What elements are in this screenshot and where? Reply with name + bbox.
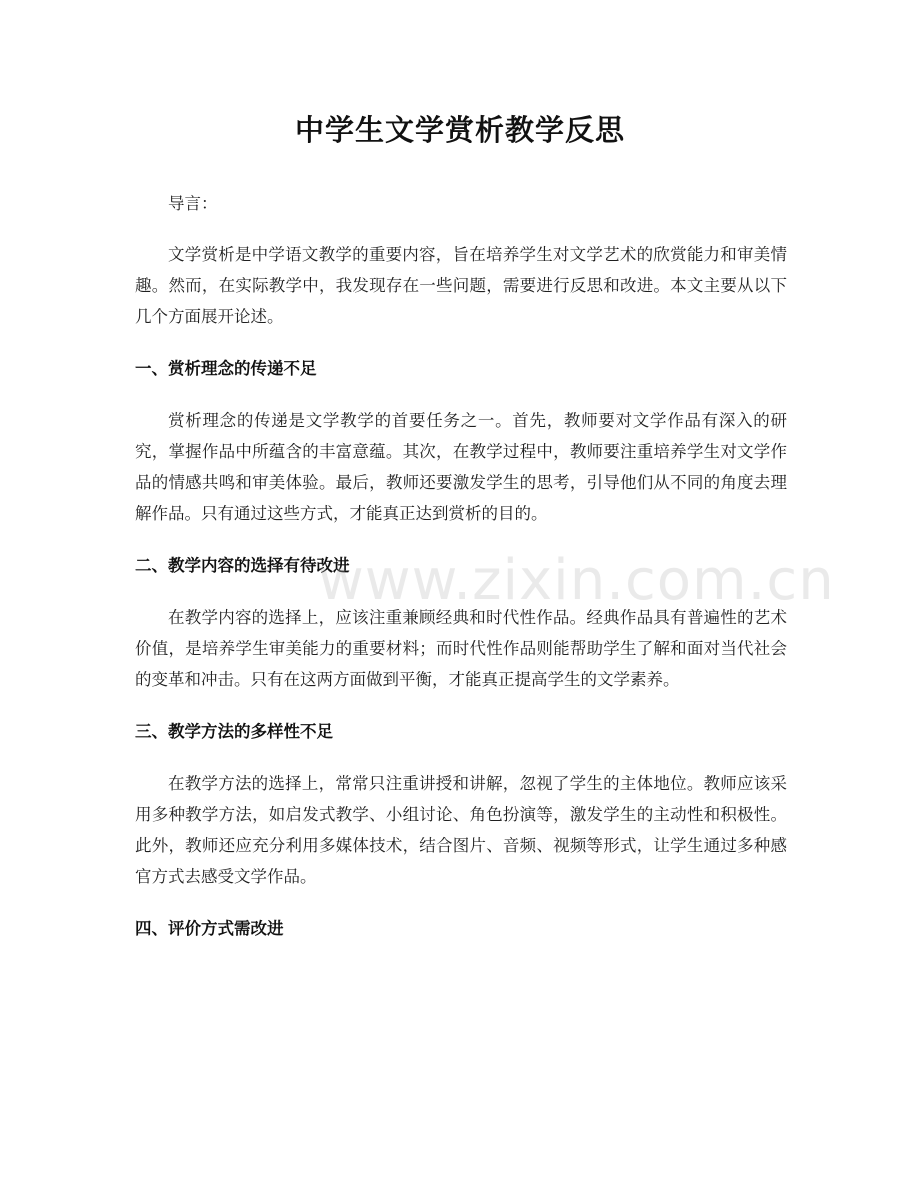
intro-paragraph: 文学赏析是中学语文教学的重要内容，旨在培养学生对文学艺术的欣赏能力和审美情趣。然而，在实际教学中，我发现存在一些问题，需要进行反思和改进。本文主要从以下几个方面展开论述。 bbox=[135, 245, 787, 326]
document-title: 中学生文学赏析教学反思 bbox=[294, 113, 625, 147]
section-paragraph: 赏析理念的传递是文学教学的首要任务之一。首先，教师要对文学作品有深入的研究，掌握作品中所蕴含的丰富意蕴。其次，在教学过程中，教师要注重培养学生对文学作品的情感共鸣和审美体验。最后，教师还要激发学生的思考，引导他们从不同的角度去理解作品。只有通过这些方式，才能真正达到赏析的目的。 bbox=[135, 411, 787, 523]
section-heading: 一、赏析理念的传递不足 bbox=[135, 359, 317, 378]
section-paragraph: 在教学内容的选择上，应该注重兼顾经典和时代性作品。经典作品具有普遍性的艺术价值，是培养学生审美能力的重要材料；而时代性作品则能帮助学生了解和面对当代社会的变革和冲击。只有在这两方面做到平衡，才能真正提高学生的文学素养。 bbox=[135, 608, 787, 689]
intro-label: 导言： bbox=[168, 194, 218, 213]
section-paragraph: 在教学方法的选择上，常常只注重讲授和讲解，忽视了学生的主体地位。教师应该采用多种教学方法，如启发式教学、小组讨论、角色扮演等，激发学生的主动性和积极性。此外，教师还应充分利用多媒体技术，结合图片、音频、视频等形式，让学生通过多种感官方式去感受文学作品。 bbox=[135, 774, 787, 886]
document-body bbox=[135, 188, 787, 944]
section-heading: 二、教学内容的选择有待改进 bbox=[135, 556, 350, 575]
section-heading: 四、评价方式需改进 bbox=[135, 919, 284, 938]
section-heading: 三、教学方法的多样性不足 bbox=[135, 722, 333, 741]
watermark-text: www.zixin.com.cn bbox=[318, 548, 835, 613]
